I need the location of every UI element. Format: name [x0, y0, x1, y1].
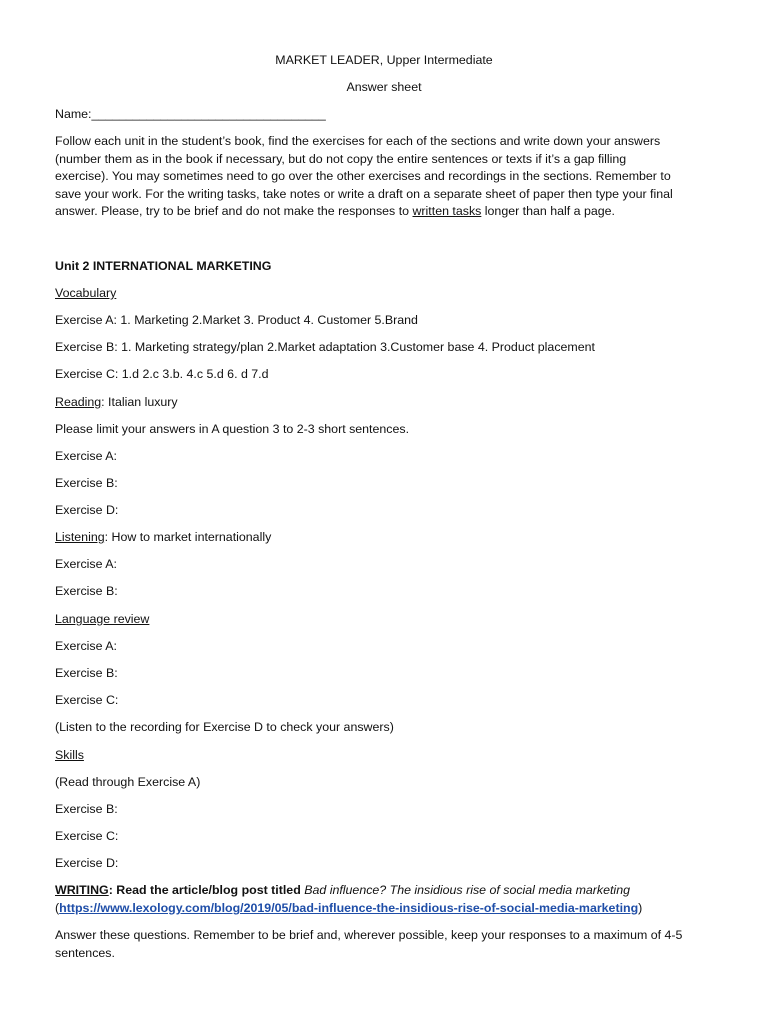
writing-label: WRITING [55, 883, 109, 897]
writing-instructions-line: sentences. [55, 946, 115, 960]
vocabulary-exercise-c: Exercise C: 1.d 2.c 3.b. 4.c 5.d 6. d 7.d [55, 367, 269, 381]
language-review-note: (Listen to the recording for Exercise D to check your answers) [55, 720, 394, 734]
listening-topic: : How to market internationally [104, 530, 272, 544]
listening-heading [55, 529, 271, 547]
instructions-text: answer. Please, try to be brief and do not make the responses to [55, 204, 413, 218]
reading-exercise-a: Exercise A: [55, 449, 117, 463]
writing-heading [55, 882, 630, 900]
instructions-text: longer than half a page. [481, 204, 615, 218]
article-url-link[interactable]: https://www.lexology.com/blog/2019/05/bad-influence-the-insidious-rise-of-social-media-marketing [59, 901, 639, 915]
listening-exercise-b: Exercise B: [55, 584, 118, 598]
paren-close: ) [638, 901, 643, 915]
skills-exercise-d: Exercise D: [55, 856, 119, 870]
language-review-exercise-a: Exercise A: [55, 639, 117, 653]
paren-open: ( [55, 901, 60, 915]
reading-exercise-d: Exercise D: [55, 503, 119, 517]
reading-label: Reading [55, 395, 102, 409]
skills-exercise-b: Exercise B: [55, 802, 118, 816]
instructions-line [55, 203, 615, 221]
listening-label: Listening [55, 530, 105, 544]
name-field [55, 106, 326, 124]
reading-heading [55, 394, 178, 412]
written-tasks-link[interactable]: written tasks [412, 204, 482, 218]
listening-exercise-a: Exercise A: [55, 557, 117, 571]
document-subtitle: Answer sheet [346, 80, 422, 94]
reading-note: Please limit your answers in A question 3 to 2-3 short sentences. [55, 422, 410, 436]
instructions-line: save your work. For the writing tasks, take notes or write a draft on a separate sheet of paper then type your final [55, 187, 673, 201]
writing-link-line [55, 900, 642, 918]
name-blank-line: __________________________________ [91, 107, 326, 121]
unit-title: Unit 2 INTERNATIONAL MARKETING [55, 259, 272, 273]
instructions-line: (number them as in the book if necessary, but do not copy the entire sentences or texts if it’s a gap filling [55, 152, 627, 166]
reading-topic: : Italian luxury [101, 395, 178, 409]
vocabulary-heading: Vocabulary [55, 286, 117, 300]
instructions-line: exercise). You may sometimes need to go over the other exercises and recordings in the sections. Remember to [55, 169, 671, 183]
document-title: MARKET LEADER, Upper Intermediate [275, 53, 493, 67]
instructions-line: Follow each unit in the student’s book, find the exercises for each of the sections and write down your answers [55, 134, 661, 148]
skills-exercise-c: Exercise C: [55, 829, 119, 843]
vocabulary-exercise-a: Exercise A: 1. Marketing 2.Market 3. Product 4. Customer 5.Brand [55, 313, 418, 327]
reading-exercise-b: Exercise B: [55, 476, 118, 490]
skills-note: (Read through Exercise A) [55, 775, 201, 789]
name-label: Name: [55, 107, 92, 121]
writing-article-title: Bad influence? The insidious rise of social media marketing [304, 883, 630, 897]
language-review-heading: Language review [55, 612, 150, 626]
language-review-exercise-c: Exercise C: [55, 693, 119, 707]
skills-heading: Skills [55, 748, 84, 762]
writing-intro: : Read the article/blog post titled [108, 883, 305, 897]
writing-instructions-line: Answer these questions. Remember to be brief and, wherever possible, keep your responses to a maximum of 4-5 [55, 928, 683, 942]
language-review-exercise-b: Exercise B: [55, 666, 118, 680]
vocabulary-exercise-b: Exercise B: 1. Marketing strategy/plan 2.Market adaptation 3.Customer base 4. Product placement [55, 340, 595, 354]
